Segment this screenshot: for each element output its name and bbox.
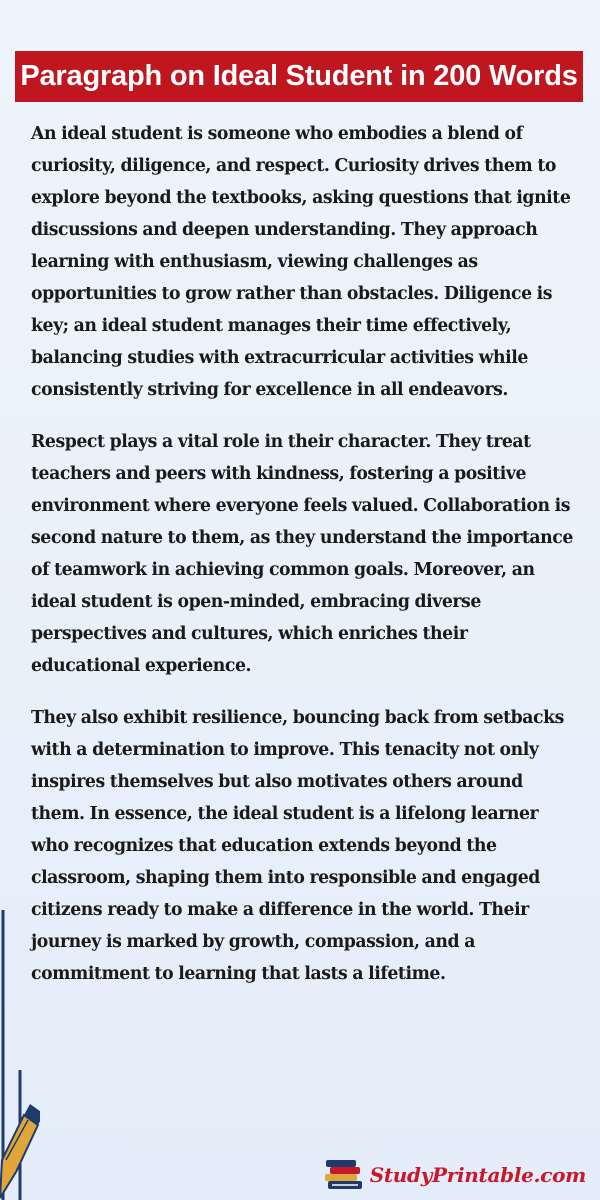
books-stack-icon (324, 1158, 364, 1192)
article-body (31, 118, 576, 1010)
title-banner (15, 51, 583, 102)
paragraph-2: Respect plays a vital role in their character. They treat teachers and peers with kindness, fostering a positive environment where everyone feels valued. Collaboration is second nature to them, as they understand the importance of teamwork in achieving common goals. Moreover, an ideal student is open-minded, embracing diverse perspectives and cultures, which enriches their educational experience. (31, 432, 573, 676)
paragraph-3: They also exhibit resilience, bouncing back from setbacks with a determination to improve. This tenacity not only inspires themselves but also motivates others around them. In essence, the ideal student is a lifelong learner who recognizes that education extends beyond the classroom, shaping them into responsible and engaged citizens ready to make a difference in the world. Their journey is marked by growth, compassion, and a commitment to learning that lasts a lifetime. (31, 708, 564, 984)
logo-text: StudyPrintable.com (369, 1163, 586, 1187)
paragraph-1: An ideal student is someone who embodies a blend of curiosity, diligence, and respect. Curiosity drives them to explore beyond the textbooks, asking questions that ignite discussions and deepen understanding. They approach learning with enthusiasm, viewing challenges as opportunities to grow rather than obstacles. Diligence is key; an ideal student manages their time effectively, balancing studies with extracurricular activities while consistently striving for excellence in all endeavors. (31, 124, 571, 400)
site-logo[interactable] (324, 1158, 586, 1192)
pencil-decoration-icon (0, 910, 40, 1200)
page-title: Paragraph on Ideal Student in 200 Words (20, 60, 578, 92)
